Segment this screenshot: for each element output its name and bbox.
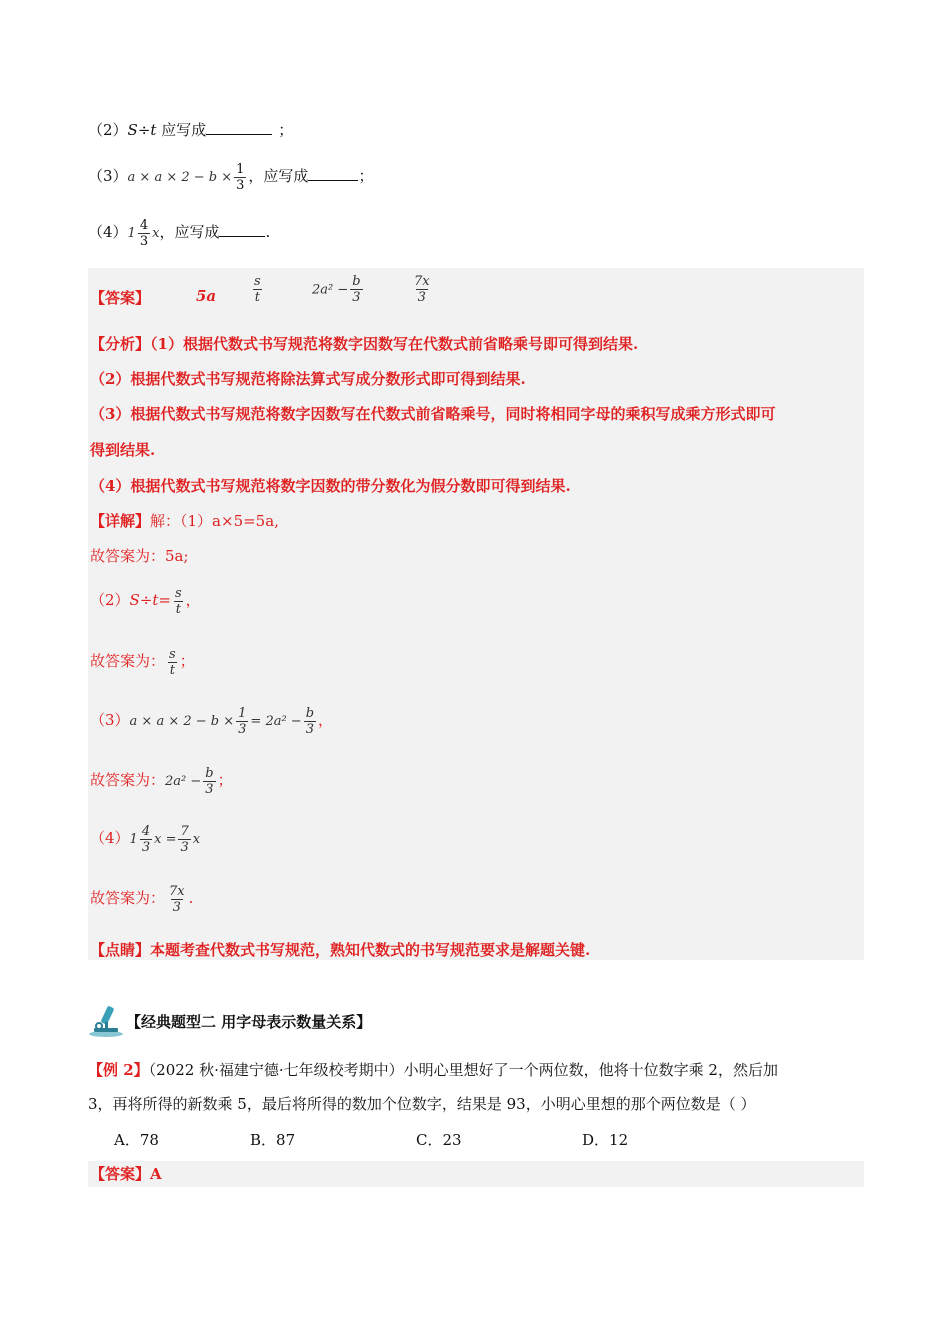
detail-step-4 <box>90 820 200 858</box>
detail-s4-fn: 4 <box>141 823 151 839</box>
q4-number: （4） <box>88 223 128 241</box>
detail-ans2-text: 故答案为： <box>90 652 166 670</box>
detail-s3-fraction-1 <box>236 706 248 737</box>
q2-expression: S÷t <box>127 121 157 139</box>
option-d[interactable]: D．12 <box>582 1131 629 1149</box>
detail-ans4-text: 故答案为： <box>90 889 166 907</box>
example-line-2: 3，再将所得的新数乘 5，最后将所得的数加个位数字，结果是 93，小明心里想的那个两位数是（ ） <box>88 1095 756 1113</box>
q3-frac-den: 3 <box>236 177 245 193</box>
detail-ans3-end: ； <box>217 771 233 789</box>
detail-s4-fn2: 7 <box>180 823 189 839</box>
detail-s3-fd2: 3 <box>305 721 315 737</box>
detail-s4-fd: 3 <box>141 839 151 855</box>
detail-ans4-fraction <box>167 884 187 915</box>
detail-s4-var: x <box>192 832 201 847</box>
analysis-line-1 <box>90 334 638 354</box>
q2-blank[interactable] <box>206 120 272 135</box>
detail-s3-num: （3） <box>90 711 130 729</box>
question-4 <box>88 216 270 250</box>
option-a[interactable]: A．78 <box>114 1131 159 1149</box>
answer-1: 5a <box>196 287 217 305</box>
q3-end: ； <box>358 167 374 185</box>
detail-ans4-fn: 7x <box>169 883 185 899</box>
comment-line <box>90 940 590 960</box>
microscope-icon <box>86 1002 126 1038</box>
detail-s3-expr: a × a × 2 − b × <box>129 714 235 729</box>
analysis-line-3: （3）根据代数式书写规范将数字因数写在代数式前省略乘号，同时将相同字母的乘积写成乘方形式即可 <box>90 405 776 423</box>
question-3 <box>88 160 373 194</box>
detail-s4-fd2: 3 <box>180 839 189 855</box>
detail-intro-text: 解：（1）a×5=5a, <box>150 512 279 530</box>
analysis-line-5: （4）根据代数式书写规范将数字因数的带分数化为假分数即可得到结果. <box>90 477 571 495</box>
detail-ans4-fd: 3 <box>172 899 181 915</box>
example-answer-value: A <box>150 1165 162 1183</box>
q4-fraction <box>138 218 150 249</box>
q4-whole: 1 <box>127 226 136 241</box>
example-label: 【例 2】 <box>88 1061 149 1079</box>
detail-ans2-fd: t <box>169 662 175 678</box>
detail-label: 【详解】 <box>90 512 151 530</box>
q2-end: ； <box>278 121 294 139</box>
example-text-1: （2022 秋·福建宁德·七年级校考期中）小明心里想好了一个两位数，他将十位数字乘 2，然后加 <box>148 1061 778 1079</box>
example-answer-block <box>88 1161 864 1187</box>
detail-step-2 <box>90 582 201 618</box>
option-c[interactable]: C．23 <box>416 1131 462 1149</box>
answer-3 <box>312 274 365 305</box>
detail-answer-2 <box>90 643 195 679</box>
q2-number: （2） <box>88 121 128 139</box>
q4-text: ，应写成 <box>159 223 220 241</box>
question-2 <box>88 120 293 140</box>
q3-blank[interactable] <box>308 166 358 181</box>
q3-frac-num: 1 <box>236 161 245 177</box>
answer-3-fraction <box>350 274 362 305</box>
detail-s3-fn: 1 <box>238 705 247 721</box>
answer-3-prefix: 2a² − <box>312 282 349 298</box>
section-title: 【经典题型二 用字母表示数量关系】 <box>126 1013 372 1031</box>
analysis-text-1: （1）根据代数式书写规范将数字因数写在代数式前省略乘号即可得到结果. <box>150 335 639 353</box>
detail-s4-fraction-2 <box>178 824 190 855</box>
q3-text: ，应写成 <box>248 167 309 185</box>
q4-blank[interactable] <box>219 222 265 237</box>
detail-answer-1: 故答案为：5a; <box>90 547 189 565</box>
analysis-label: 【分析】 <box>90 335 151 353</box>
example-answer-label: 【答案】 <box>90 1165 151 1183</box>
answer-2-den: t <box>254 290 260 305</box>
detail-ans2-end: ； <box>179 652 195 670</box>
detail-s2-expr: S÷t= <box>129 591 171 609</box>
answer-4-num: 7x <box>414 274 430 289</box>
detail-answer-4 <box>90 880 193 916</box>
answer-3-den: 3 <box>352 290 361 305</box>
answer-row <box>90 284 150 312</box>
detail-s2-num: （2） <box>90 591 130 609</box>
q4-var: x <box>152 226 160 241</box>
q3-expression: a × a × 2 − b × <box>127 170 233 185</box>
answer-4-fraction <box>412 274 432 305</box>
example-answer-row <box>90 1164 162 1184</box>
detail-s3-mid: = 2a² − <box>250 714 302 729</box>
detail-ans3-text: 故答案为： <box>90 771 166 789</box>
q2-text: 应写成 <box>161 121 207 139</box>
example-line-1 <box>88 1060 778 1080</box>
answer-2 <box>250 274 265 305</box>
answer-3-num: b <box>352 274 361 289</box>
detail-s4-mid: x = <box>154 832 177 847</box>
detail-ans4-end: . <box>188 889 194 907</box>
q4-end: . <box>265 223 271 241</box>
detail-ans3-fd: 3 <box>205 781 214 797</box>
detail-s4-fraction-1 <box>140 824 152 855</box>
analysis-line-4: 得到结果. <box>90 441 156 459</box>
detail-s3-end: ， <box>318 711 334 729</box>
answer-4 <box>410 274 434 305</box>
detail-s2-fd: t <box>175 601 181 617</box>
detail-s3-fn2: b <box>305 705 315 721</box>
detail-intro <box>90 511 279 531</box>
detail-answer-3 <box>90 762 233 800</box>
comment-text: 本题考查代数式书写规范，熟知代数式的书写规范要求是解题关键. <box>150 941 591 959</box>
option-b[interactable]: B．87 <box>250 1131 296 1149</box>
answer-2-fraction <box>252 274 263 305</box>
detail-s3-fraction-2 <box>304 706 316 737</box>
q4-frac-num: 4 <box>139 217 149 233</box>
options-row <box>114 1130 628 1150</box>
detail-s2-fn: s <box>175 585 182 601</box>
detail-s2-fraction <box>173 586 184 617</box>
detail-ans2-fn: s <box>169 646 176 662</box>
answer-label: 【答案】 <box>90 289 151 307</box>
detail-s3-fd: 3 <box>238 721 247 737</box>
detail-ans3-fraction <box>203 766 215 797</box>
detail-s4-whole: 1 <box>129 832 138 847</box>
comment-label: 【点睛】 <box>90 941 151 959</box>
detail-step-3 <box>90 702 333 740</box>
answer-2-num: s <box>254 274 261 289</box>
answer-4-den: 3 <box>417 290 426 305</box>
detail-s4-num: （4） <box>90 829 130 847</box>
detail-s2-end: ， <box>185 591 201 609</box>
q3-number: （3） <box>88 167 128 185</box>
q3-fraction <box>234 162 246 193</box>
detail-ans3-fn: b <box>205 765 214 781</box>
q4-frac-den: 3 <box>139 233 149 249</box>
detail-ans2-fraction <box>167 647 178 678</box>
analysis-line-2: （2）根据代数式书写规范将除法算式写成分数形式即可得到结果. <box>90 370 526 388</box>
detail-ans3-pre: 2a² − <box>165 774 202 789</box>
